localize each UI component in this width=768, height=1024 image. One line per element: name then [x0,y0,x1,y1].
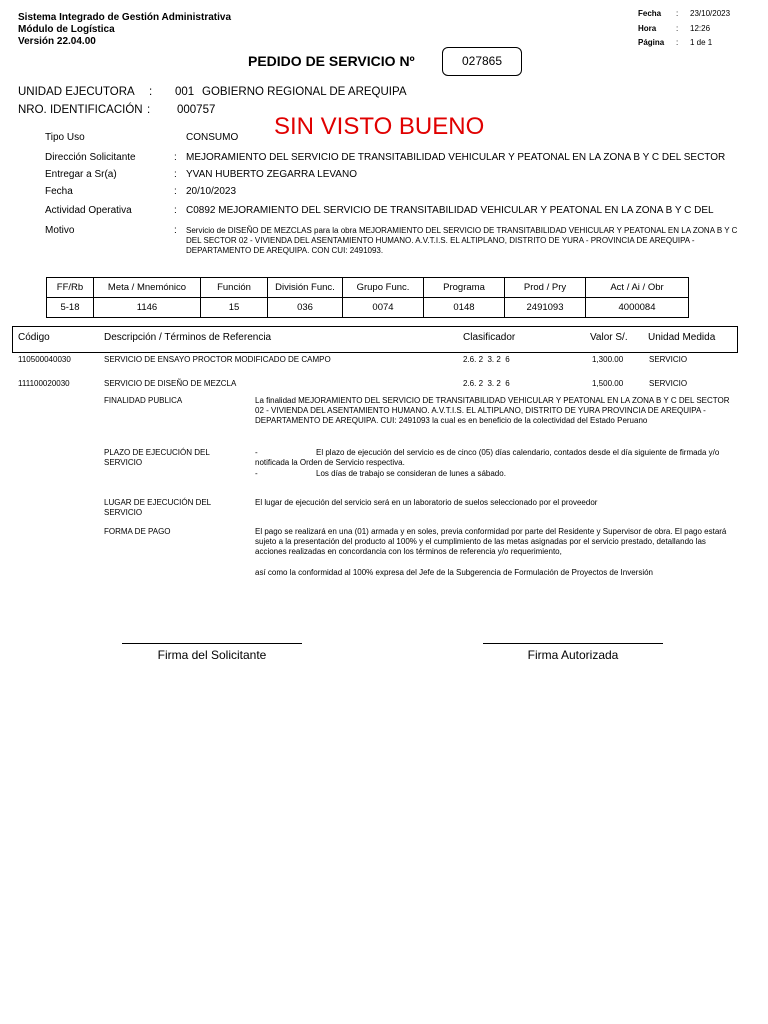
fecha-label: Fecha [638,9,662,18]
budget-value-cell: 4000084 [586,298,689,318]
col-clasificador: Clasificador [463,332,516,343]
version: Versión 22.04.00 [18,36,96,47]
budget-header-cell: División Func. [268,278,343,298]
finalidad-label: FINALIDAD PUBLICA [104,396,183,405]
lugar-text: El lugar de ejecución del servicio será en un laboratorio de suelos seleccionado por el proveedor [255,498,598,507]
budget-header-row [47,278,689,298]
finalidad-text: La finalidad MEJORAMIENTO DEL SERVICIO DE TRANSITABILIDAD VEHICULAR Y PEATONAL EN LA ZONA B Y C DEL SECTOR 02 - VIVIENDA DEL ASENTAMIENTO HUMANO. A.V.T.I.S. EL ALTIPLANO, DISTRITO DE YURA PROVINCIA DE AREQUIPA - DEPARTAMENTO DE AREQUIPA. CUI: 2491093 la cual es en beneficio de la colectividad del Estado Peruano [255,396,730,425]
plazo-bullet: - [255,469,258,478]
lugar-label: LUGAR DE EJECUCIÓN DEL SERVICIO [104,498,211,517]
motivo-colon: : [174,225,177,236]
fecha-field-value: 20/10/2023 [186,186,237,197]
unidad-label: UNIDAD EJECUTORA [18,86,135,98]
item-valor: 1,300.00 [592,355,624,364]
signature-line-autorizada [483,643,663,644]
col-unidad: Unidad Medida [648,332,716,343]
pago-label: FORMA DE PAGO [104,527,171,536]
actividad-label: Actividad Operativa [45,205,132,216]
pagina-value: 1 de 1 [690,38,713,47]
motivo-label: Motivo [45,225,75,236]
hora-colon: : [676,24,679,33]
budget-table [46,277,689,318]
actividad-value: C0892 MEJORAMIENTO DEL SERVICIO DE TRANSITABILIDAD VEHICULAR Y PEATONAL EN LA ZONA B Y C DEL [186,205,714,216]
tipo-uso-value: CONSUMO [186,132,239,143]
plazo-text-1: El plazo de ejecución del servicio es de cinco (05) días calendario, contados desde el día siguiente de firmada y/o notificada la Orden de Servicio respectiva. [255,448,720,467]
unidad-code: 001 [175,86,195,98]
nro-value: 000757 [177,104,216,116]
tipo-uso-label: Tipo Uso [45,132,85,143]
fecha-field-colon: : [174,186,177,197]
col-codigo: Código [18,332,50,343]
budget-header-cell: Programa [424,278,505,298]
entregar-label: Entregar a Sr(a) [45,169,117,180]
motivo-value: Servicio de DISEÑO DE MEZCLAS para la obra MEJORAMIENTO DEL SERVICIO DE TRANSITABILIDAD VEHICULAR Y PEATONAL EN LA ZONA B Y C DEL SECTOR 02 - VIVIENDA DEL ASENTAMIENTO HUMANO. A.V.T.I.S. EL ALTIPLANO, DISTRITO DE YURA - PROVINCIA DE AREQUIPA - DEPARTAMENTO DE AREQUIPA. CON CUI: 2491093. [186,226,738,255]
item-unidad: SERVICIO [649,355,688,364]
budget-header-cell: FF/Rb [47,278,94,298]
signature-line-solicitante [122,643,302,644]
col-descripcion: Descripción / Términos de Referencia [104,332,272,343]
budget-value-cell: 0074 [343,298,424,318]
budget-header-cell: Act / Ai / Obr [586,278,689,298]
budget-header-cell: Función [201,278,268,298]
actividad-colon: : [174,205,177,216]
item-descripcion: SERVICIO DE ENSAYO PROCTOR MODIFICADO DE CAMPO [104,355,331,364]
print-meta [0,7,768,51]
fecha-field-label: Fecha [45,186,73,197]
item-descripcion: SERVICIO DE DISEÑO DE MEZCLA [104,379,237,388]
budget-header-cell: Meta / Mnemónico [94,278,201,298]
item-unidad: SERVICIO [649,379,688,388]
nro-colon: : [147,104,151,116]
fecha-colon: : [676,9,679,18]
unidad-colon: : [149,86,153,98]
entregar-value: YVAN HUBERTO ZEGARRA LEVANO [186,169,357,180]
item-codigo: 111100020030 [18,379,70,388]
item-clasificador: 2.6. 2 3. 2 6 [463,379,510,388]
budget-value-cell: 0148 [424,298,505,318]
pago-text-2: así como la conformidad al 100% expresa del Jefe de la Subgerencia de Formulación de Proyectos de Inversión [255,568,654,577]
item-codigo: 110500040030 [18,355,71,364]
budget-header-cell: Grupo Func. [343,278,424,298]
pagina-label: Página [638,38,665,47]
col-valor: Valor S/. [590,332,628,343]
page-title: PEDIDO DE SERVICIO Nº [248,53,415,69]
hora-label: Hora [638,24,657,33]
approval-stamp: SIN VISTO BUENO [274,113,485,140]
hora-value: 12:26 [690,24,711,33]
pagina-colon: : [676,38,679,47]
budget-value-cell: 5-18 [47,298,94,318]
entregar-colon: : [174,169,177,180]
budget-value-cell: 2491093 [505,298,586,318]
item-valor: 1,500.00 [592,379,624,388]
plazo-bullet: - [255,448,258,457]
budget-value-row [47,298,689,318]
item-clasificador: 2.6. 2 3. 2 6 [463,355,510,364]
direccion-value: MEJORAMIENTO DEL SERVICIO DE TRANSITABILIDAD VEHICULAR Y PEATONAL EN LA ZONA B Y C DEL SECTOR [186,152,726,163]
pago-text-1: El pago se realizará en una (01) armada y en soles, previa conformidad por parte del Residente y Supervisor de obra. El pago estará sujeto a la presentación del producto al 100% y el cumplimiento de las metas asignadas por el servicio prestado, detallando las acciones realizadas en concordancia con los términos de referencia y/o requerimiento, [255,527,727,556]
module-name: Módulo de Logística [18,24,115,35]
order-number: 027865 [442,47,522,76]
budget-value-cell: 1146 [94,298,201,318]
direccion-colon: : [174,152,177,163]
fecha-value: 23/10/2023 [690,9,731,18]
system-name: Sistema Integrado de Gestión Administrativa [18,12,232,23]
signature-solicitante: Firma del Solicitante [157,648,267,662]
nro-label: NRO. IDENTIFICACIÓN [18,104,143,116]
unidad-value: GOBIERNO REGIONAL DE AREQUIPA [202,86,407,98]
plazo-label: PLAZO DE EJECUCIÓN DEL SERVICIO [104,448,210,467]
signature-autorizada: Firma Autorizada [527,648,619,662]
budget-header-cell: Prod / Pry [505,278,586,298]
plazo-text-2: Los días de trabajo se consideran de lunes a sábado. [316,469,506,478]
budget-value-cell: 036 [268,298,343,318]
budget-value-cell: 15 [201,298,268,318]
direccion-label: Dirección Solicitante [45,152,136,163]
